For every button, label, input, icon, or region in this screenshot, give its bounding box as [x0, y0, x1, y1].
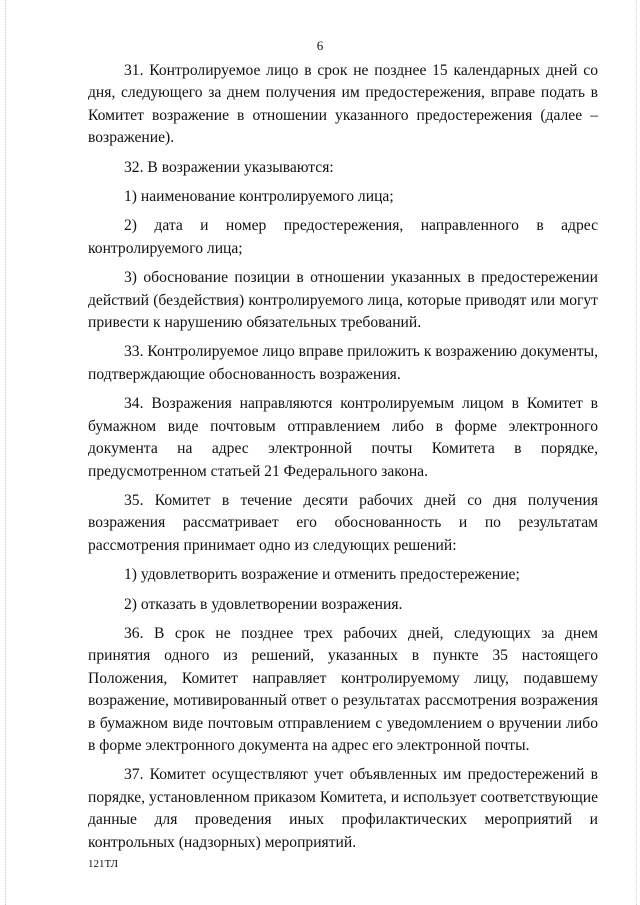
paragraph-32-item-1: 1) наименование контролируемого лица; — [124, 188, 394, 206]
paragraph-32-item-3: 3) обоснование позиции в отношении указанных в предостережении действий (бездействия) контролируемого лица, которые приводят или могут привести к нарушению обязательных требований. — [88, 269, 598, 332]
paragraph-35-item-2: 2) отказать в удовлетворении возражения. — [124, 595, 403, 613]
paragraph-35-item-1: 1) удовлетворить возражение и отменить предостережение; — [124, 566, 520, 584]
paragraph-33: 33. Контролируемое лицо вправе приложить к возражению документы, подтверждающие обоснованность возражения. — [88, 343, 598, 383]
scan-edge-left — [5, 0, 6, 905]
paragraph-37: 37. Комитет осуществляют учет объявленных им предостережений в порядке, установленном приказом Комитета, и использует соответствующие данные для проведения иных профилактических мероприятий и контрольных (надзорных) мероприятий. — [88, 766, 598, 851]
paragraph-31: 31. Контролируемое лицо в срок не позднее 15 календарных дней со дня, следующего за днем получения им предостережения, вправе подать в Комитет возражение в отношении указанного предостережения (далее – возражение). — [88, 62, 598, 147]
paragraph-35: 35. Комитет в течение десяти рабочих дней со дня получения возражения рассматривает его обоснованность и по результатам рассмотрения принимает одно из следующих решений: — [88, 491, 598, 554]
document-code: 121ТЛ — [88, 858, 119, 870]
page-number: 6 — [316, 38, 324, 53]
document-body — [88, 60, 598, 861]
scan-edge-right — [636, 0, 637, 905]
paragraph-32-item-2: 2) дата и номер предостережения, направленного в адрес контролируемого лица; — [88, 217, 598, 257]
paragraph-36: 36. В срок не позднее трех рабочих дней, следующих за днем принятия одного из решений, указанных в пункте 35 настоящего Положения, Комитет направляет контролируемому лицу, подавшему возражение, мотивированный ответ о результатах рассмотрения возражения в бумажном виде почтовым отправлением с уведомлением о вручении либо в форме электронного документа на адрес его электронной почты. — [88, 624, 598, 754]
paragraph-32: 32. В возражении указываются: — [124, 158, 334, 176]
paragraph-34: 34. Возражения направляются контролируемым лицом в Комитет в бумажном виде почтовым отправлением либо в форме электронного документа на адрес электронной почты Комитета в порядке, предусмотренном статьей 21 Федерального закона. — [88, 395, 598, 480]
